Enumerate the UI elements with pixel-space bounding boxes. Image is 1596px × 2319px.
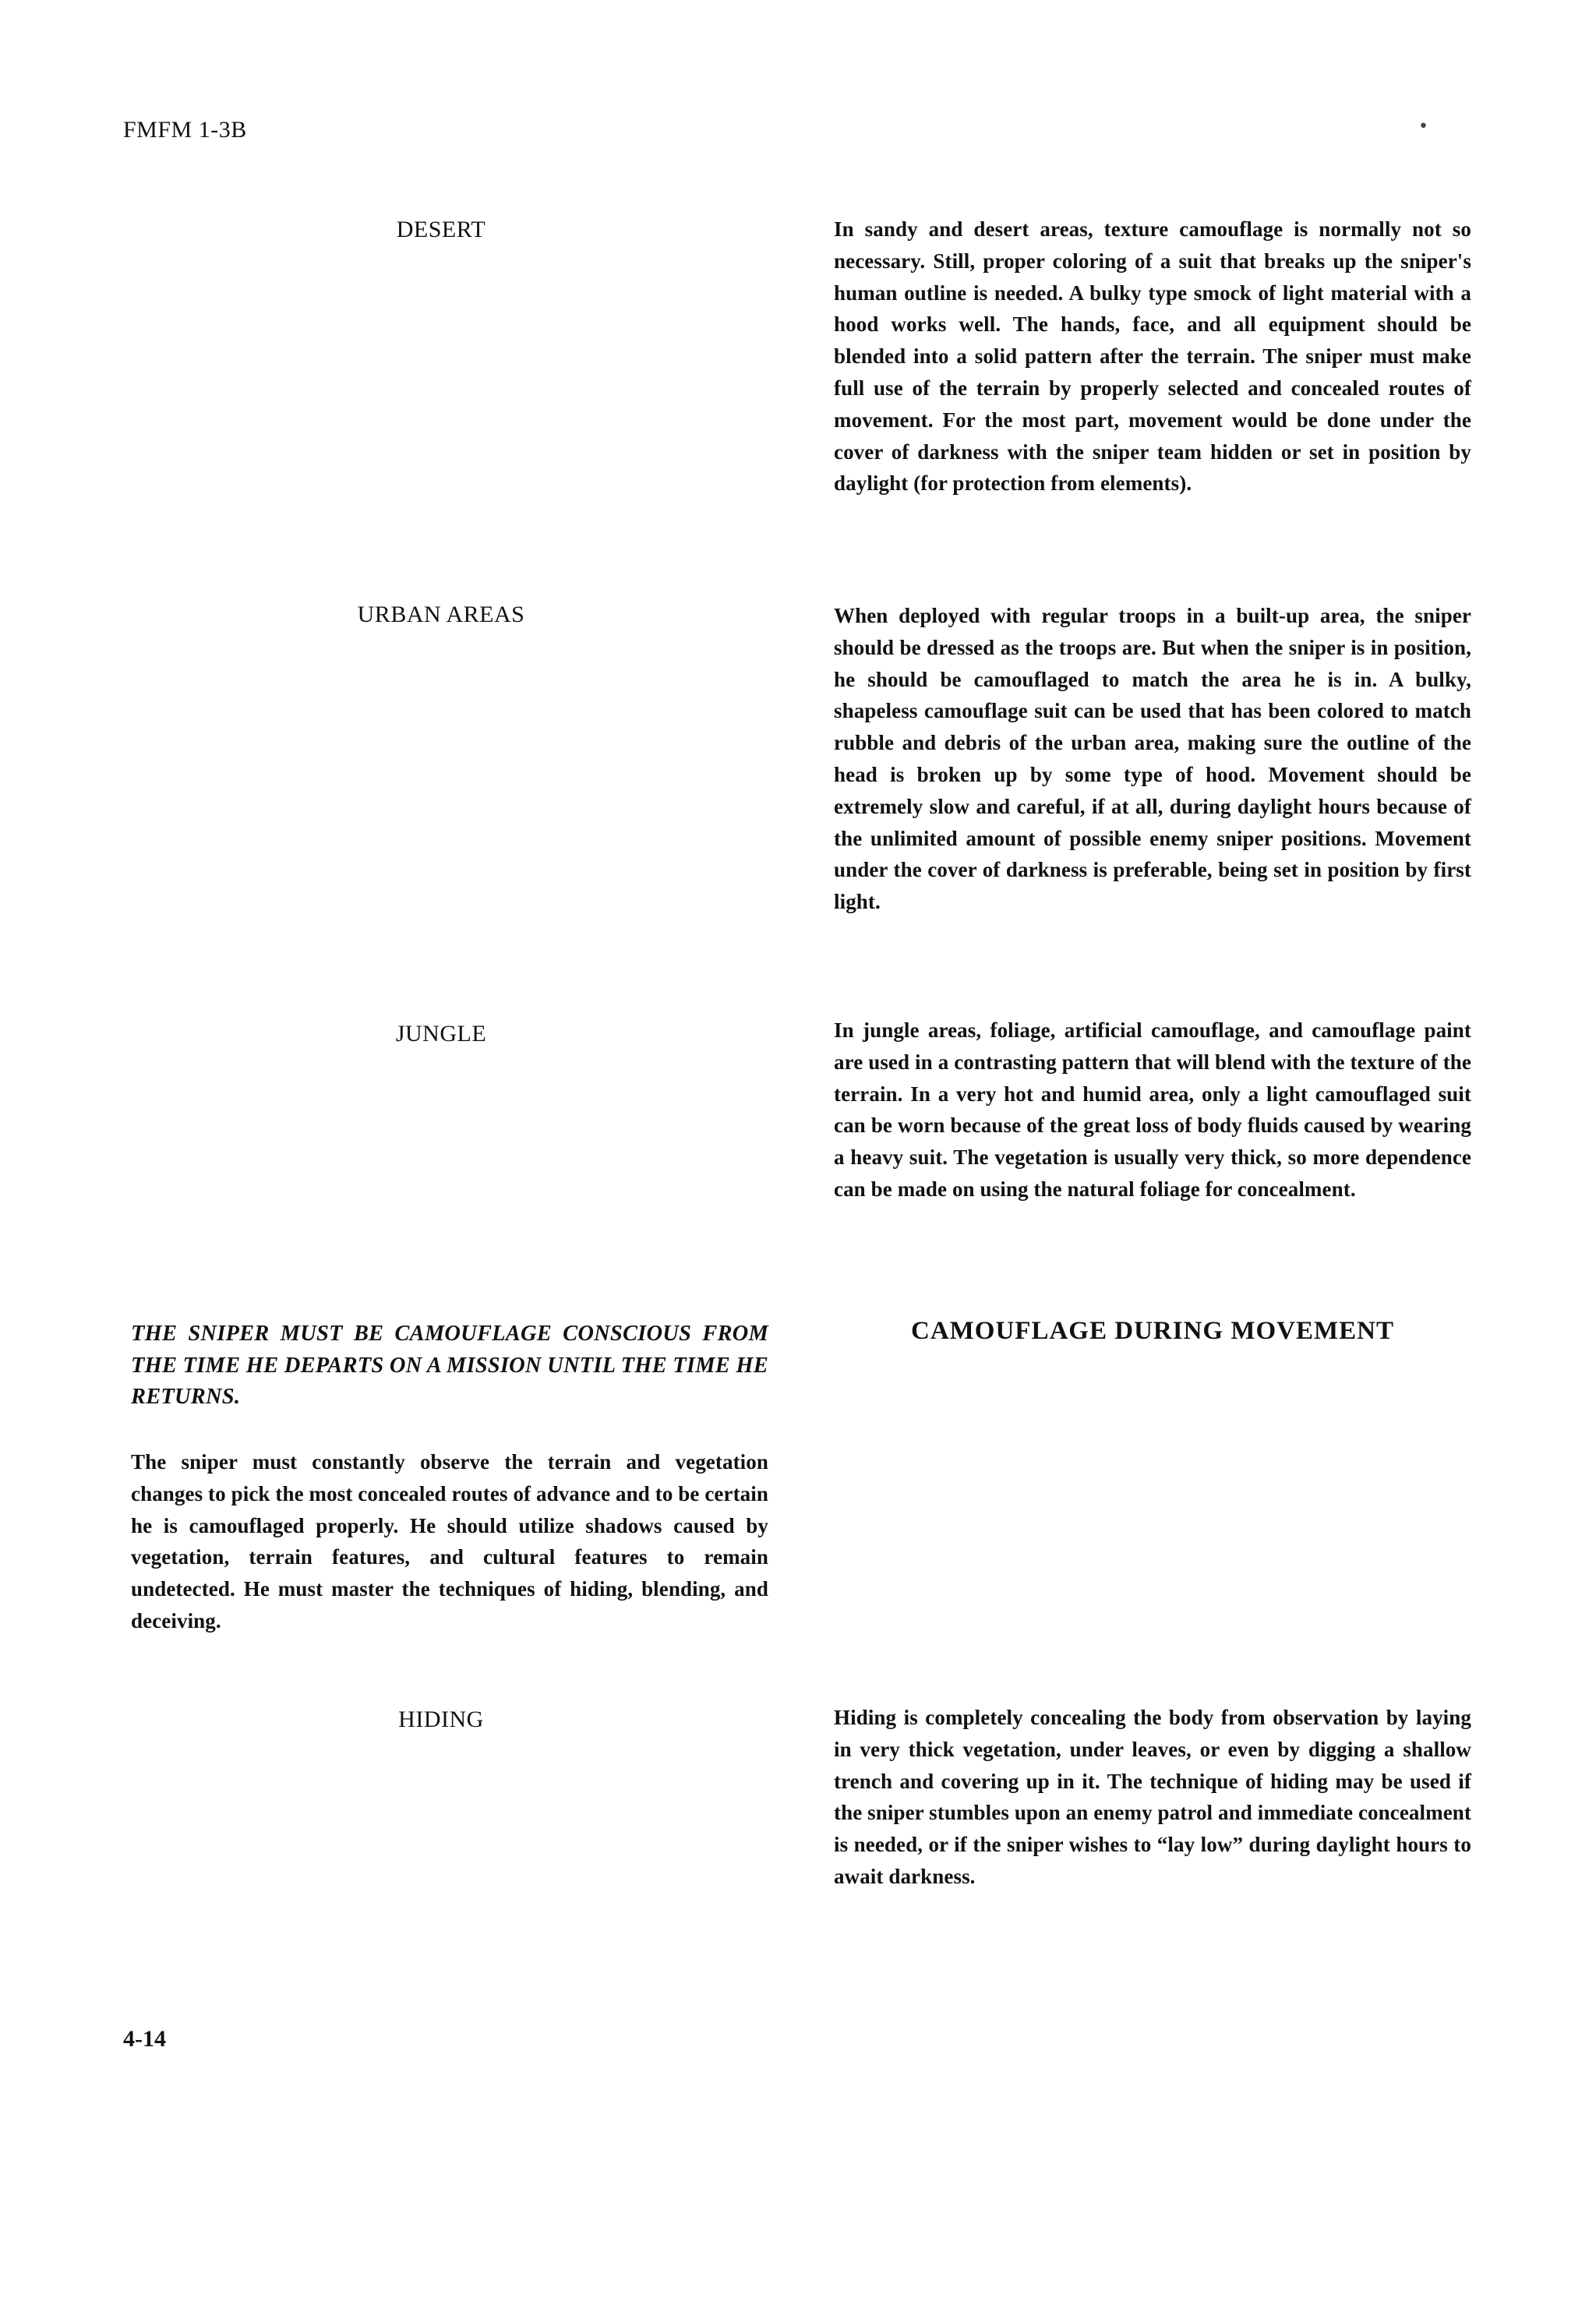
urban-areas-paragraph: When deployed with regular troops in a built-up area, the sniper should be dressed as the troops are. But when the sniper is in position, he should be camouflaged to match the area he is in. A bulky, shapeless camouflage suit can be used that has been colored to match rubble and debris of the urban area, making sure the outline of the head is broken up by some type of hood. Movement should be extremely slow and careful, if at all, during daylight hours because of the unlimited amount of possible enemy sniper positions. Movement under the cover of darkness is preferable, being set in position by first light. [834,604,1471,914]
section-label-urban-areas: URBAN AREAS [357,602,525,627]
page-number: 4-14 [123,2026,166,2052]
section-label-jungle: JUNGLE [395,1021,487,1047]
emphasis-statement: THE SNIPER MUST BE CAMOUFLAGE CONSCIOUS FROM THE TIME HE DEPARTS ON A MISSION UNTIL THE TIME HE RETURNS. [131,1322,768,1410]
section-label-hiding: HIDING [398,1707,484,1732]
document-code: FMFM 1-3B [123,117,247,143]
hiding-paragraph: Hiding is completely concealing the body from observation by laying in very thick vegetation, under leaves, or even by digging a shallow trench and covering up in it. The technique of hiding may be used if the sniper stumbles upon an enemy patrol and immediate concealment is needed, or if the sniper wishes to “lay low” during daylight hours to await darkness. [834,1706,1471,1888]
scan-mark: • [1418,117,1428,136]
movement-paragraph: The sniper must constantly observe the terrain and vegetation changes to pick the most concealed routes of advance and to be certain he is camouflaged properly. He should utilize shadows caused by vegetation, terrain features, and cultural features to remain undetected. He must master the techniques of hiding, blending, and deceiving. [131,1450,768,1632]
desert-paragraph: In sandy and desert areas, texture camouflage is normally not so necessary. Still, proper coloring of a suit that breaks up the sniper's human outline is needed. A bulky type smock of light material with a hood works well. The hands, face, and all equipment should be blended into a solid pattern after the terrain. The sniper must make full use of the terrain by properly selected and concealed routes of movement. For the most part, movement would be done under the cover of darkness with the sniper team hidden or set in position by daylight (for protection from elements). [834,217,1471,496]
jungle-paragraph: In jungle areas, foliage, artificial camouflage, and camouflage paint are used in a contrasting pattern that will blend with the texture of the terrain. In a very hot and humid area, only a light camouflaged suit can be worn because of the great loss of body fluids caused by wearing a heavy suit. The vegetation is usually very thick, so more dependence can be made on using the natural foliage for concealment. [834,1018,1471,1201]
section-heading-camouflage-during-movement: CAMOUFLAGE DURING MOVEMENT [911,1317,1394,1345]
section-label-desert: DESERT [396,217,486,242]
